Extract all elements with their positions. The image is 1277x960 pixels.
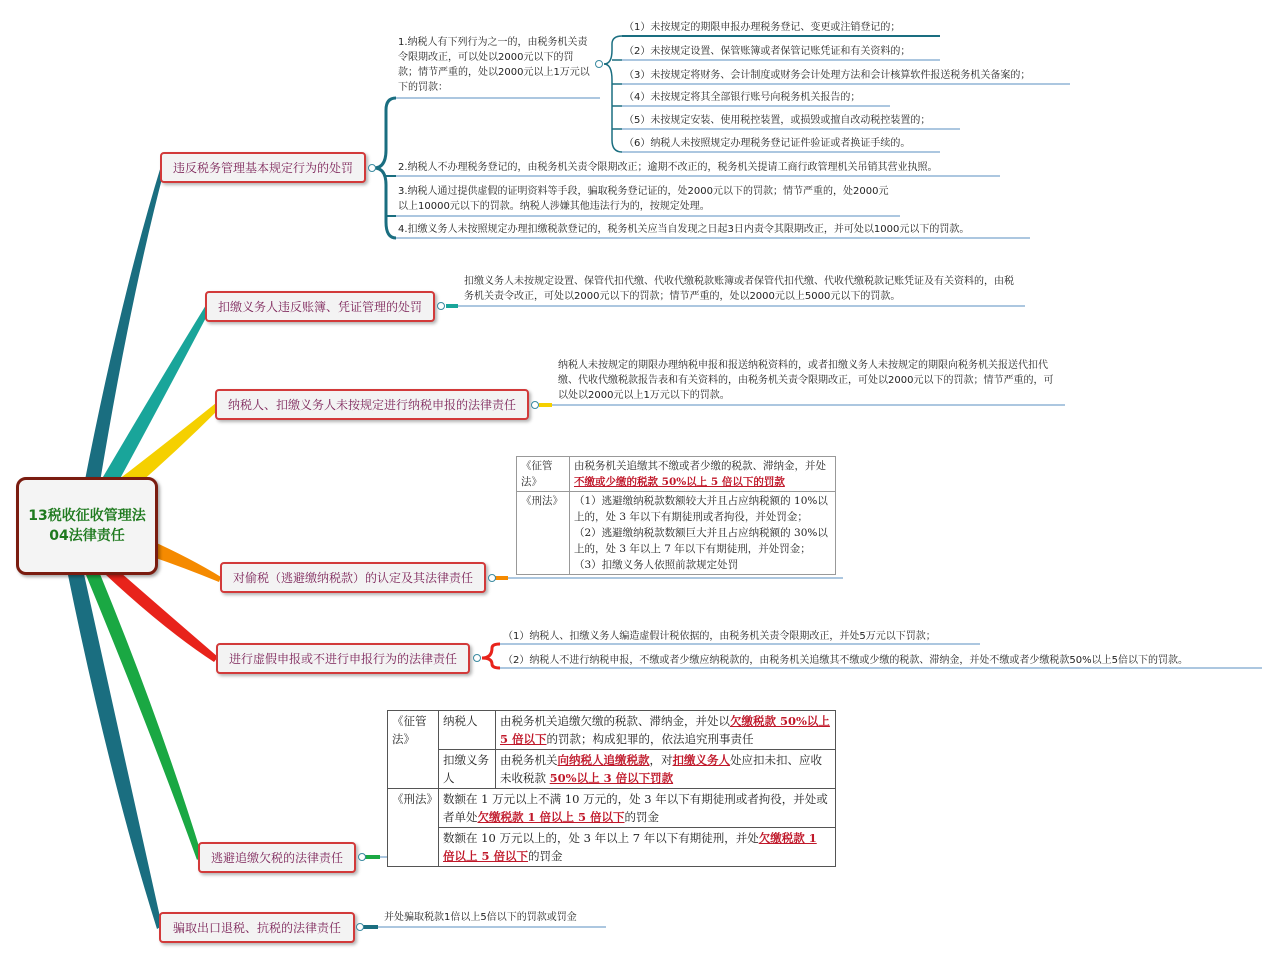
table-row (388, 711, 836, 750)
leaf-b1-sub6[interactable]: （6）纳税人未按照规定办理税务登记证件验证或者换证手续的。 (624, 138, 911, 149)
root-topic[interactable] (16, 477, 158, 575)
leaf-b3-text[interactable]: 纳税人未按规定的期限办理纳税申报和报送纳税资料的，或者扣缴义务人未按规定的期限向税务机关报送代扣代缴、代收代缴税款报告表和有关资料的，由税务机关责令限期改正，可处以2000元以下的罚款；情节严重的，可以处以2000元以上1万元以下的罚款。 (558, 360, 1054, 401)
leaf-b5-item2[interactable]: （2）纳税人不进行纳税申报，不缴或者少缴应纳税款的，由税务机关追缴其不缴或少缴的税款、滞纳金，并处不缴或者少缴税款50%以上5倍以下的罚款。 (503, 655, 1188, 666)
table-cell-law: 《征管法》 (388, 711, 439, 789)
table-cell-role: 纳税人 (439, 711, 496, 750)
branch-connector (150, 540, 221, 582)
table-cell-text: 数额在 1 万元以上不满 10 万元的，处 3 年以下有期徒刑或者拘役，并处或者单处欠缴税款 1 倍以上 5 倍以下的罚金 (439, 789, 836, 828)
branch-label: 纳税人、扣缴义务人未按规定进行纳税申报的法律责任 (227, 398, 516, 412)
table-row (517, 492, 836, 575)
leaf-b1-sub2[interactable]: （2）未按规定设置、保管账簿或者保管记账凭证和有关资料的； (624, 46, 911, 57)
table-cell-law: 《刑法》 (517, 492, 570, 575)
table-row (388, 750, 836, 789)
branch-topic-false-declaration[interactable] (216, 643, 470, 674)
branch-label: 骗取出口退税、抗税的法律责任 (172, 921, 341, 935)
arrears-law-table (387, 710, 836, 867)
leaf-b1-sub4[interactable]: （4）未按规定将其全部银行账号向税务机关报告的； (624, 92, 861, 103)
branch-connector (84, 166, 164, 488)
table-row (388, 828, 836, 867)
table-cell-text: 数额在 10 万元以上的，处 3 年以上 7 年以下有期徒刑，并处欠缴税款 1 倍以上 5 倍以下的罚金 (439, 828, 836, 867)
leaf-b7-text[interactable]: 并处骗取税款1倍以上5倍以下的罚款或罚金 (384, 912, 577, 923)
table-row (388, 789, 836, 828)
table-cell-law: 《刑法》 (388, 789, 439, 867)
table-cell-role: 扣缴义务人 (439, 750, 496, 789)
branch-topic-tax-admin-violations[interactable] (160, 152, 366, 183)
leaf-b1-item4[interactable]: 4.扣缴义务人未按照规定办理扣缴税款登记的，税务机关应当自发现之日起3日内责令其限期改正，并可处以1000元以下的罚款。 (398, 224, 970, 235)
table-cell-text: 由税务机关追缴其不缴或者少缴的税款、滞纳金，并处不缴或少缴的税款 50%以上 5 倍以下的罚款 (570, 457, 836, 492)
root-title: 13税收征收管理法04法律责任 (28, 508, 146, 544)
branch-topic-withholding-books[interactable] (205, 291, 435, 322)
collapse-toggle-icon[interactable] (473, 654, 481, 662)
table-cell-law: 《征管法》 (517, 457, 570, 492)
leaf-b1-item2[interactable]: 2.纳税人不办理税务登记的，由税务机关责令限期改正；逾期不改正的，税务机关提请工商行政管理机关吊销其营业执照。 (398, 162, 938, 173)
evasion-law-table (516, 456, 836, 575)
branch-label: 扣缴义务人违反账簿、凭证管理的处罚 (217, 300, 422, 314)
leaf-b1-sub5[interactable]: （5）未按规定安装、使用税控装置，或损毁或擅自改动税控装置的； (624, 115, 931, 126)
collapse-toggle-icon[interactable] (356, 923, 364, 931)
collapse-toggle-icon[interactable] (488, 574, 496, 582)
table-cell-text: 由税务机关向纳税人追缴税款，对扣缴义务人处应扣未扣、应收未收税款 50%以上 3 倍以下罚款 (496, 750, 836, 789)
leaf-b1-item1[interactable]: 1.纳税人有下列行为之一的，由税务机关责令限期改正，可以处以2000元以下的罚款；情节严重的，处以2000元以上1万元以下的罚款： (398, 37, 590, 93)
table-row (517, 457, 836, 492)
branch-label: 进行虚假申报或不进行申报行为的法律责任 (228, 652, 457, 666)
branch-topic-export-rebate-fraud[interactable] (159, 912, 355, 943)
branch-label: 逃避追缴欠税的法律责任 (210, 851, 343, 865)
collapse-toggle-icon[interactable] (531, 401, 539, 409)
branch-label: 违反税务管理基本规定行为的处罚 (172, 161, 353, 175)
leaf-b5-item1[interactable]: （1）纳税人、扣缴义务人编造虚假计税依据的，由税务机关责令限期改正，并处5万元以下罚款； (503, 631, 936, 642)
collapse-toggle-icon[interactable] (595, 60, 603, 68)
leaf-b1-sub1[interactable]: （1）未按规定的期限申报办理税务登记、变更或注销登记的； (624, 22, 901, 33)
collapse-toggle-icon[interactable] (368, 164, 376, 172)
leaf-b2-text[interactable]: 扣缴义务人未按规定设置、保管代扣代缴、代收代缴税款账簿或者保管代扣代缴、代收代缴税款记账凭证及有关资料的，由税务机关责令改正，可处以2000元以下的罚款；情节严重的，处以2000元以上5000元以下的罚款。 (464, 276, 1014, 302)
collapse-toggle-icon[interactable] (437, 302, 445, 310)
table-cell-text: 由税务机关追缴欠缴的税款、滞纳金，并处以欠缴税款 50%以上 5 倍以下的罚款；构成犯罪的，依法追究刑事责任 (496, 711, 836, 750)
collapse-toggle-icon[interactable] (358, 853, 366, 861)
leaf-b1-item3[interactable]: 3.纳税人通过提供虚假的证明资料等手段，骗取税务登记证的，处2000元以下的罚款；情节严重的，处2000元以上10000元以下的罚款。纳税人涉嫌其他违法行为的，按规定处理。 (398, 186, 889, 212)
branch-topic-arrears-evasion[interactable] (198, 842, 356, 873)
branch-label: 对偷税（逃避缴纳税款）的认定及其法律责任 (232, 571, 473, 585)
table-cell-text: （1）逃避缴纳税款数额较大并且占应纳税额的 10%以上的，处 3 年以下有期徒刑或者拘役，并处罚金； （2）逃避缴纳税款数额巨大并且占应纳税额的 30%以上的，处 3 年以上 7 年以下有期徒刑，并处罚金； （3）扣缴义务人依照前款规定处罚 (570, 492, 836, 575)
branch-topic-filing-liability[interactable] (215, 389, 529, 420)
leaf-b1-sub3[interactable]: （3）未按规定将财务、会计制度或财务会计处理方法和会计核算软件报送税务机关备案的； (624, 70, 1031, 81)
branch-topic-tax-evasion[interactable] (220, 562, 486, 593)
